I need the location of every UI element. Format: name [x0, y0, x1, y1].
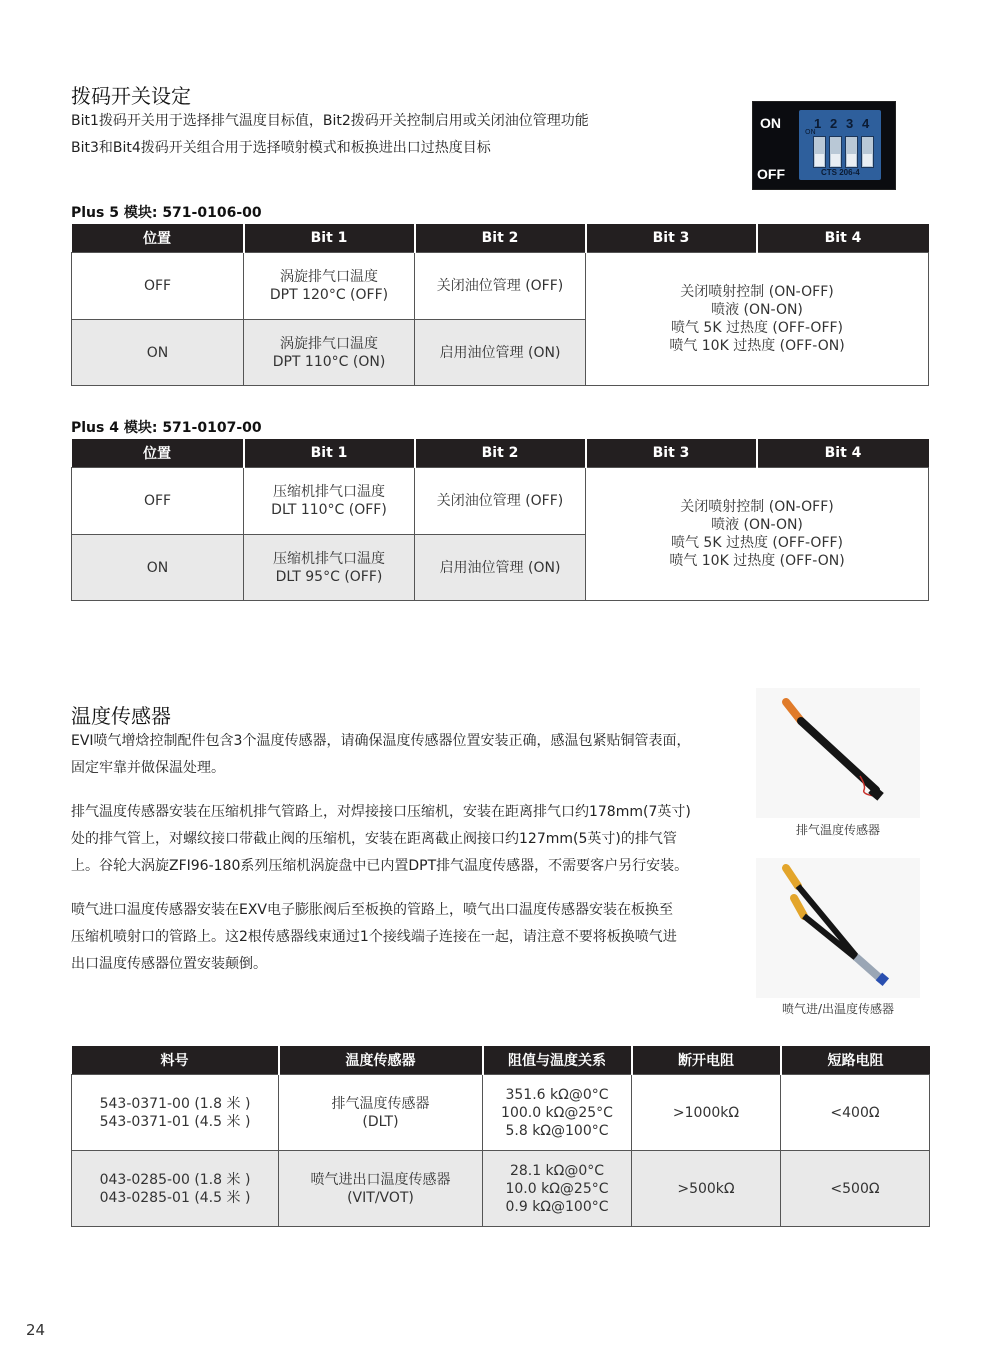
cell-position: ON — [72, 320, 244, 386]
table-header: Bit 1 — [244, 224, 415, 253]
dip-switch-body — [799, 110, 881, 180]
dip-slot — [829, 136, 842, 168]
sensor-paragraph-1 — [71, 728, 690, 782]
table-header: Bit 3 — [586, 224, 757, 253]
plus5-caption: Plus 5 模块: 571-0106-00 — [71, 205, 262, 221]
discharge-sensor-photo — [756, 688, 920, 818]
table-header: 位置 — [72, 439, 244, 468]
sensor-table — [71, 1046, 930, 1227]
cell-bit3-bit4: 关闭喷射控制 (ON-OFF) 喷液 (ON-ON) 喷气 5K 过热度 (OFF-OFF) 喷气 10K 过热度 (OFF-ON) — [586, 468, 929, 601]
cell-short-resistance: <400Ω — [781, 1075, 930, 1151]
plus4-caption: Plus 4 模块: 571-0107-00 — [71, 420, 262, 436]
dip-description — [71, 108, 589, 162]
cell-part-number: 043-0285-00 (1.8 米 ) 043-0285-01 (4.5 米 ) — [72, 1151, 279, 1227]
table-header: Bit 2 — [415, 439, 586, 468]
dip-slot — [845, 136, 858, 168]
paragraph-line: EVI喷气增焓控制配件包含3个温度传感器，请确保温度传感器位置安装正确，感温包紧贴铜管表面， — [71, 733, 691, 749]
table-header: Bit 4 — [757, 224, 929, 253]
cell-bit2: 关闭油位管理 (OFF) — [415, 468, 586, 535]
table-header: Bit 1 — [244, 439, 415, 468]
paragraph-line: 上。谷轮大涡旋ZFI96-180系列压缩机涡旋盘中已内置DPT排气温度传感器，不需要客户另行安装。 — [71, 858, 689, 874]
cell-bit1: 压缩机排气口温度 DLT 95°C (OFF) — [244, 535, 415, 601]
cell-bit3-bit4: 关闭喷射控制 (ON-OFF) 喷液 (ON-ON) 喷气 5K 过热度 (OFF-OFF) 喷气 10K 过热度 (OFF-ON) — [586, 253, 929, 386]
cell-part-number: 543-0371-00 (1.8 米 ) 543-0371-01 (4.5 米 ) — [72, 1075, 279, 1151]
table-row — [72, 468, 929, 535]
table-header: 料号 — [72, 1046, 279, 1075]
table-header: 阻值与温度关系 — [483, 1046, 632, 1075]
dip-slot — [861, 136, 874, 168]
cell-short-resistance: <500Ω — [781, 1151, 930, 1227]
discharge-sensor-caption: 排气温度传感器 — [795, 823, 880, 837]
cell-position: ON — [72, 535, 244, 601]
cell-bit2: 启用油位管理 (ON) — [415, 320, 586, 386]
table-header: 断开电阻 — [632, 1046, 781, 1075]
table-row — [72, 1151, 930, 1227]
paragraph-line: 出口温度传感器位置安装颠倒。 — [71, 956, 267, 972]
dip-number: 3 — [846, 116, 854, 131]
table-header: 温度传感器 — [279, 1046, 483, 1075]
cell-resistance: 351.6 kΩ@0°C 100.0 kΩ@25°C 5.8 kΩ@100°C — [483, 1075, 632, 1151]
cell-bit2: 启用油位管理 (ON) — [415, 535, 586, 601]
dip-slot — [813, 136, 826, 168]
dip-description-line: Bit1拨码开关用于选择排气温度目标值，Bit2拨码开关控制启用或关闭油位管理功能 — [71, 113, 589, 129]
dip-description-line: Bit3和Bit4拨码开关组合用于选择喷射模式和板换进出口过热度目标 — [71, 140, 491, 156]
paragraph-line: 喷气进口温度传感器安装在EXV电子膨胀阀后至板换的管路上，喷气出口温度传感器安装在板换至 — [71, 902, 674, 918]
cell-bit1: 涡旋排气口温度 DPT 120°C (OFF) — [244, 253, 415, 320]
cell-open-resistance: >1000kΩ — [632, 1075, 781, 1151]
cell-bit1: 涡旋排气口温度 DPT 110°C (ON) — [244, 320, 415, 386]
cell-position: OFF — [72, 253, 244, 320]
dip-side-label: ON — [805, 128, 816, 136]
plus4-table — [71, 439, 929, 601]
injection-sensor-caption: 喷气进/出温度传感器 — [781, 1002, 895, 1016]
table-header: Bit 3 — [586, 439, 757, 468]
table-header: Bit 4 — [757, 439, 929, 468]
dip-number: 2 — [830, 116, 838, 131]
page-number: 24 — [26, 1321, 46, 1339]
cell-bit2: 关闭油位管理 (OFF) — [415, 253, 586, 320]
dip-switch-photo — [752, 101, 896, 190]
sensor-paragraph-3 — [71, 897, 677, 978]
table-header: 短路电阻 — [781, 1046, 930, 1075]
table-row — [72, 1075, 930, 1151]
sensor-paragraph-2 — [71, 799, 691, 880]
cell-bit1: 压缩机排气口温度 DLT 110°C (OFF) — [244, 468, 415, 535]
table-header: Bit 2 — [415, 224, 586, 253]
paragraph-line: 处的排气管上，对螺纹接口带截止阀的压缩机，安装在距离截止阀接口约127mm(5英寸)的排气管 — [71, 831, 677, 847]
paragraph-line: 排气温度传感器安装在压缩机排气管路上，对焊接接口压缩机，安装在距离排气口约178mm(7英寸) — [71, 804, 691, 820]
section-title-sensor: 温度传感器 — [71, 704, 171, 728]
cell-resistance: 28.1 kΩ@0°C 10.0 kΩ@25°C 0.9 kΩ@100°C — [483, 1151, 632, 1227]
injection-sensor-photo — [756, 858, 920, 998]
cell-sensor: 喷气进出口温度传感器 (VIT/VOT) — [279, 1151, 483, 1227]
table-row — [72, 253, 929, 320]
table-header: 位置 — [72, 224, 244, 253]
cell-sensor: 排气温度传感器 (DLT) — [279, 1075, 483, 1151]
paragraph-line: 固定牢靠并做保温处理。 — [71, 760, 225, 776]
cell-position: OFF — [72, 468, 244, 535]
dip-number: 1 — [814, 116, 822, 131]
plus5-table — [71, 224, 929, 386]
dip-off-label: OFF — [757, 166, 785, 182]
dip-model-label: CTS 206-4 — [821, 168, 860, 177]
dip-number: 4 — [862, 116, 870, 131]
dip-on-label: ON — [760, 115, 781, 131]
section-title-dip: 拨码开关设定 — [71, 84, 191, 108]
paragraph-line: 压缩机喷射口的管路上。这2根传感器线束通过1个接线端子连接在一起，请注意不要将板换喷气进 — [71, 929, 677, 945]
cell-open-resistance: >500kΩ — [632, 1151, 781, 1227]
